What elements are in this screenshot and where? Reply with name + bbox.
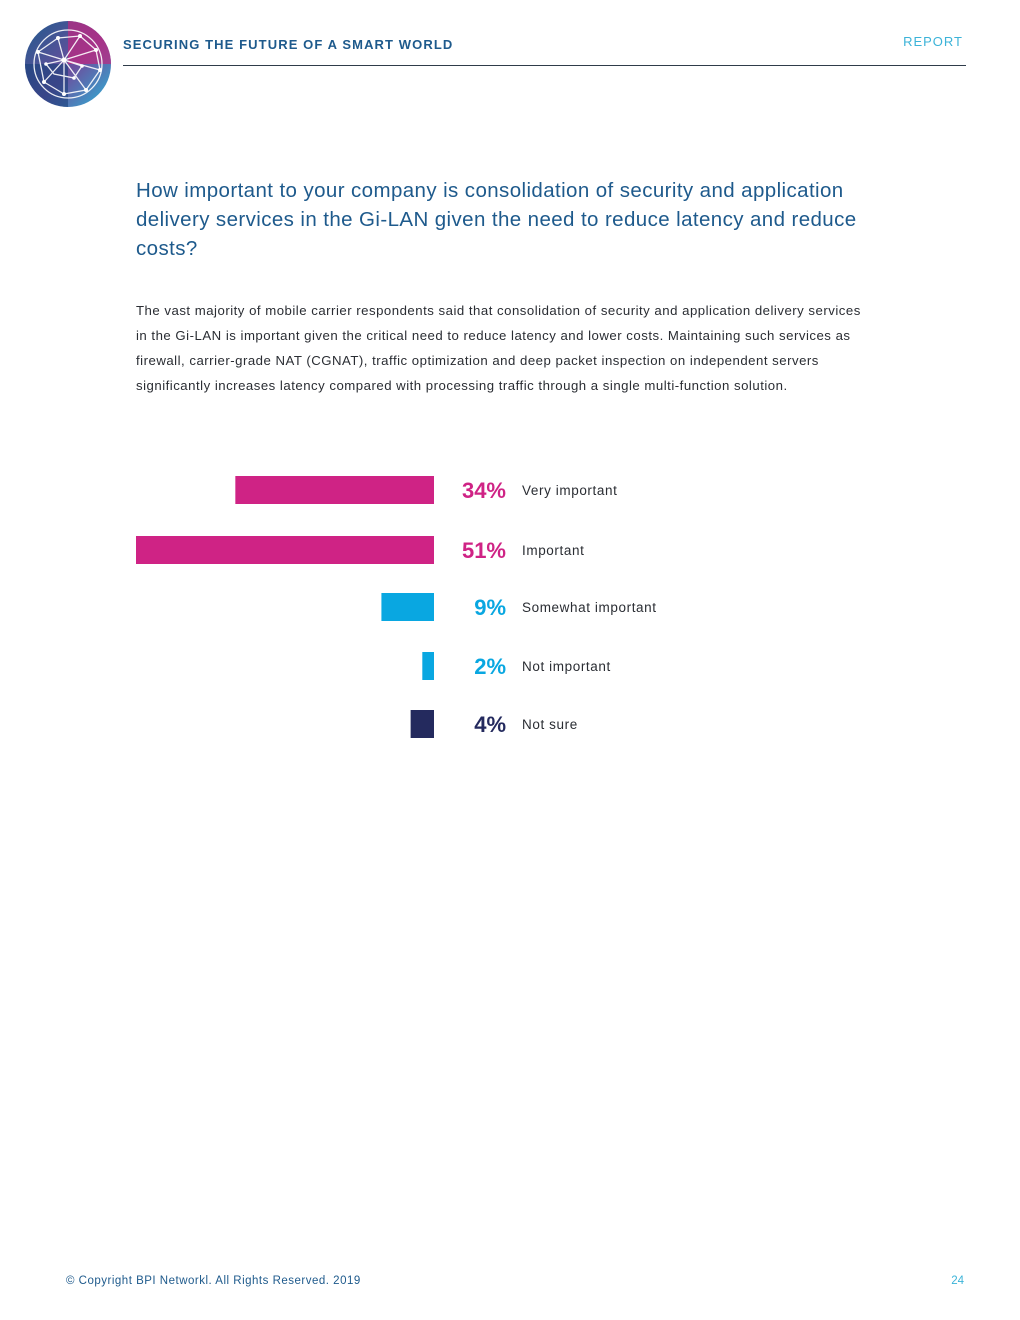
value-label: 4% xyxy=(474,712,506,737)
value-label: 2% xyxy=(474,654,506,679)
bar-not-important xyxy=(422,652,434,680)
bar-important xyxy=(136,536,434,564)
category-label: Not important xyxy=(522,659,611,674)
header-section-label: REPORT xyxy=(903,34,963,49)
header-divider xyxy=(123,65,966,66)
page-number: 24 xyxy=(951,1275,964,1287)
body-paragraph: The vast majority of mobile carrier respondents said that consolidation of security and application delivery services in the Gi-LAN is important given the critical need to reduce latency and lower costs. Maintaining such services as firewall, carrier-grade NAT (CGNAT), traffic optimization and deep packet inspection on independent servers significantly increases latency compared with processing traffic through a single multi-function solution. xyxy=(136,303,861,393)
value-label: 9% xyxy=(474,595,506,620)
globe-logo xyxy=(24,20,112,108)
category-label: Somewhat important xyxy=(522,600,657,615)
bar-very-important xyxy=(235,476,434,504)
question-heading: How important to your company is consolidation of security and application delivery services in the Gi-LAN given the need to reduce latency and reduce costs? xyxy=(136,179,857,260)
category-label: Not sure xyxy=(522,717,578,732)
category-label: Very important xyxy=(522,483,618,498)
header-title: SECURING THE FUTURE OF A SMART WORLD xyxy=(123,37,454,52)
value-label: 51% xyxy=(461,538,506,563)
bar-not-sure xyxy=(411,710,434,738)
footer-copyright: © Copyright BPI Networkl. All Rights Reserved. 2019 xyxy=(66,1275,361,1287)
importance-bar-chart xyxy=(0,460,1020,760)
value-label: 34% xyxy=(461,478,506,503)
bar-somewhat-important xyxy=(381,593,434,621)
category-label: Important xyxy=(522,543,585,558)
